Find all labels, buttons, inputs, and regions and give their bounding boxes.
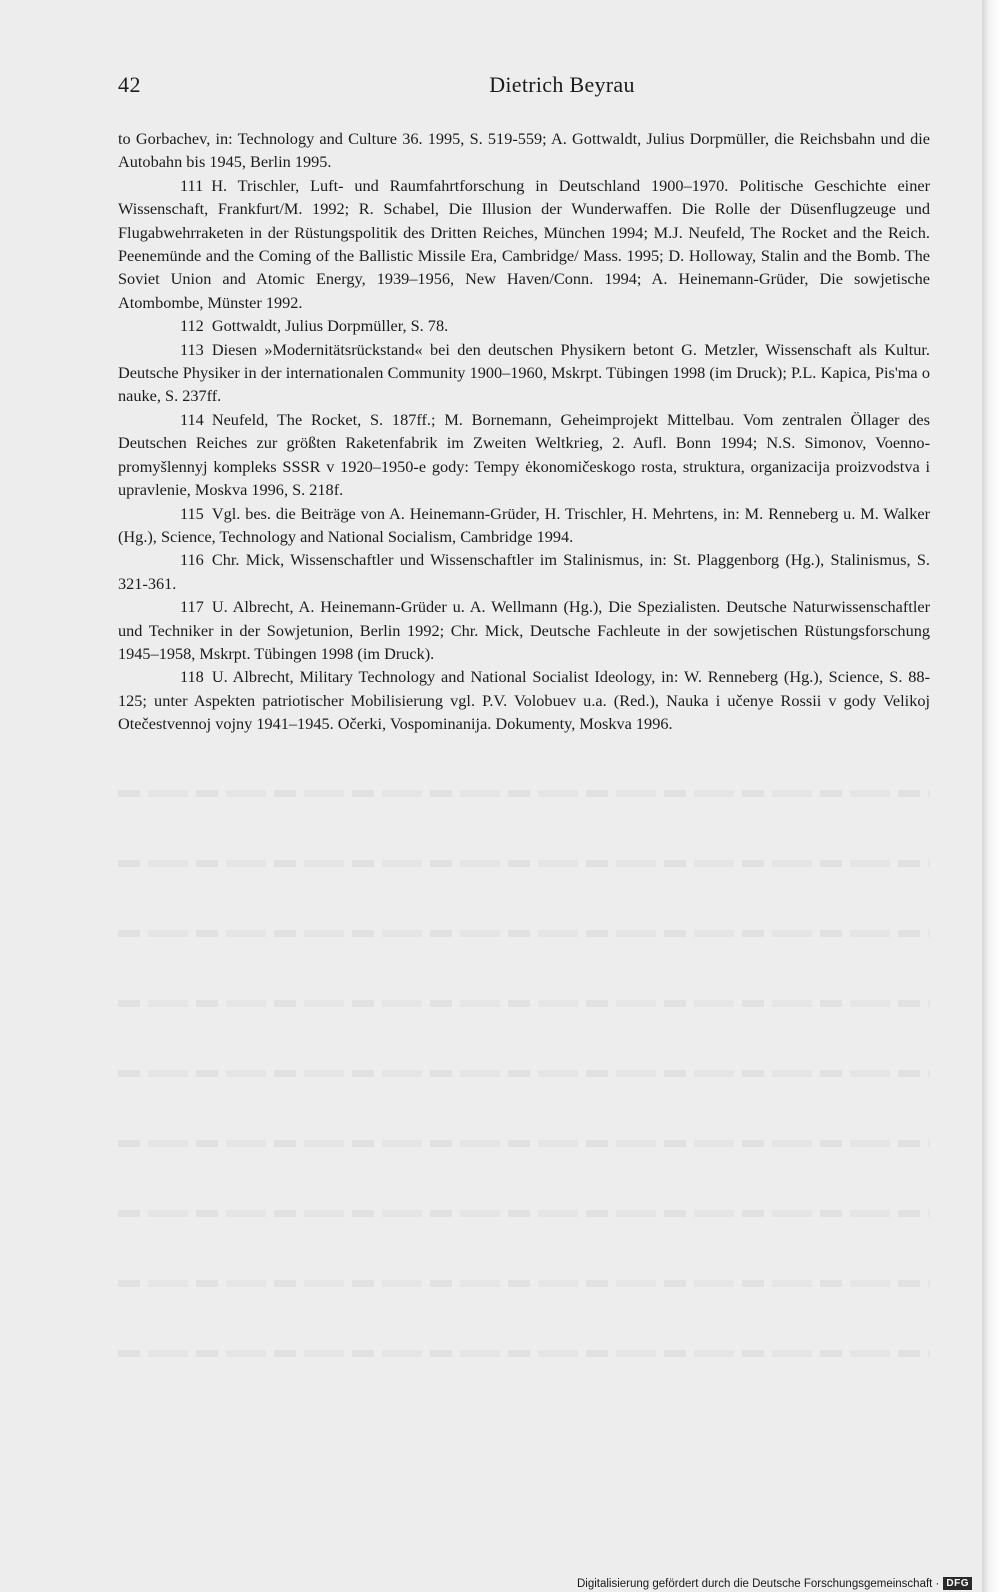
- show-through-line: [118, 1280, 930, 1287]
- show-through-line: [118, 790, 930, 797]
- show-through-line: [118, 1000, 930, 1007]
- footnote-116: [118, 548, 930, 595]
- footnote-118: [118, 665, 930, 735]
- footnote-text: Gottwaldt, Julius Dorpmüller, S. 78.: [211, 316, 449, 336]
- page-edge-shadow: [982, 0, 1000, 1592]
- footnotes-block: [118, 127, 930, 736]
- footnote-text: Chr. Mick, Wissenschaftler und Wissenschaftler im Stalinismus, in: St. Plaggenborg (Hg.), Stalinismus, S. 321-361.: [118, 550, 930, 593]
- show-through-line: [118, 860, 930, 867]
- footnote-text: U. Albrecht, A. Heinemann-Grüder u. A. Wellmann (Hg.), Die Spezialisten. Deutsche Naturwissenschaftler und Techniker in der Sowjetunion, Berlin 1992; Chr. Mick, Deutsche Fachleute in der sowjetischen Rüstungsforschung 1945–1958, Mskrpt. Tübingen 1998 (im Druck).: [118, 597, 930, 663]
- footnote-112: [118, 314, 930, 337]
- show-through-line: [118, 1070, 930, 1077]
- show-through-line: [118, 1140, 930, 1147]
- credit-text: Digitalisierung gefördert durch die Deutsche Forschungsgemeinschaft ·: [576, 1577, 940, 1590]
- footnote-113: [118, 338, 930, 408]
- footnote-115: [118, 502, 930, 549]
- footnote-number: 117: [180, 597, 204, 617]
- footnote-number: 116: [180, 550, 204, 570]
- footnote-text: Vgl. bes. die Beiträge von A. Heinemann-Grüder, H. Trischler, H. Mehrtens, in: M. Renneberg u. M. Walker (Hg.), Science, Technology and National Socialism, Cambridge 1994.: [118, 503, 930, 546]
- footnote-text: to Gorbachev, in: Technology and Culture 36. 1995, S. 519-559; A. Gottwaldt, Julius Dorpmüller, die Reichsbahn und die Autobahn bis 1945, Berlin 1995.: [118, 129, 930, 172]
- footnote-number: 113: [180, 339, 204, 359]
- running-head: [118, 72, 930, 108]
- footnote-text: Diesen »Modernitätsrückstand« bei den deutschen Physikern betont G. Metzler, Wissenschaft als Kultur. Deutsche Physiker in der internationalen Community 1900–1960, Mskrpt. Tübingen 1998 (im Druck); P.L. Kapica, Pis'ma o nauke, S. 237ff.: [118, 339, 930, 406]
- digitization-credit: [577, 1577, 972, 1590]
- page-number: 42: [118, 72, 141, 97]
- show-through-line: [118, 1210, 930, 1217]
- footnote-111: [118, 174, 930, 314]
- footnote-number: 114: [180, 409, 204, 429]
- footnote-117: [118, 595, 930, 665]
- footnote-114: [118, 408, 930, 502]
- show-through-line: [118, 930, 930, 937]
- footnote-continuation: [118, 127, 930, 174]
- footnote-number: 111: [180, 175, 204, 195]
- footnote-number: 115: [180, 503, 204, 523]
- running-title: Dietrich Beyrau: [489, 72, 635, 97]
- show-through-line: [118, 1350, 930, 1357]
- footnote-text: H. Trischler, Luft- und Raumfahrtforschung in Deutschland 1900–1970. Politische Geschichte einer Wissenschaft, Frankfurt/M. 1992; R. Schabel, Die Illusion der Wunderwaffen. Die Rolle der Düsenflugzeuge und Flugabwehrraketen in der Rüstungspolitik des Dritten Reiches, München 1994; M.J. Neufeld, The Rocket and the Reich. Peenemünde and the Coming of the Ballistic Missile Era, Cambridge/ Mass. 1995; D. Holloway, Stalin and the Bomb. The Soviet Union and Atomic Energy, 1939–1956, New Haven/Conn. 1994; A. Heinemann-Grüder, Die sowjetische Atombombe, Münster 1992.: [118, 175, 930, 312]
- footnote-number: 118: [180, 667, 204, 687]
- footnote-number: 112: [180, 316, 204, 336]
- footnote-text: Neufeld, The Rocket, S. 187ff.; M. Bornemann, Geheimprojekt Mittelbau. Vom zentralen Öllager des Deutschen Reiches zur größten Raketenfabrik im Zweiten Weltkrieg, 2. Aufl. Bonn 1994; N.S. Simonov, Voenno-promyšlennyj kompleks SSSR v 1920–1950-e gody: Tempy ėkonomičeskogo rosta, struktura, organizacija proizvodstva i upravlenie, Moskva 1996, S. 218f.: [118, 409, 930, 500]
- footnote-text: U. Albrecht, Military Technology and National Socialist Ideology, in: W. Renneberg (Hg.), Science, S. 88-125; unter Aspekten patriotischer Mobilisierung vgl. P.V. Volobuev u.a. (Red.), Nauka i učenye Rossii v gody Velikoj Otečestvennoj vojny 1941–1945. Očerki, Vospominanija. Dokumenty, Moskva 1996.: [118, 667, 930, 734]
- dfg-logo: DFG: [943, 1577, 972, 1590]
